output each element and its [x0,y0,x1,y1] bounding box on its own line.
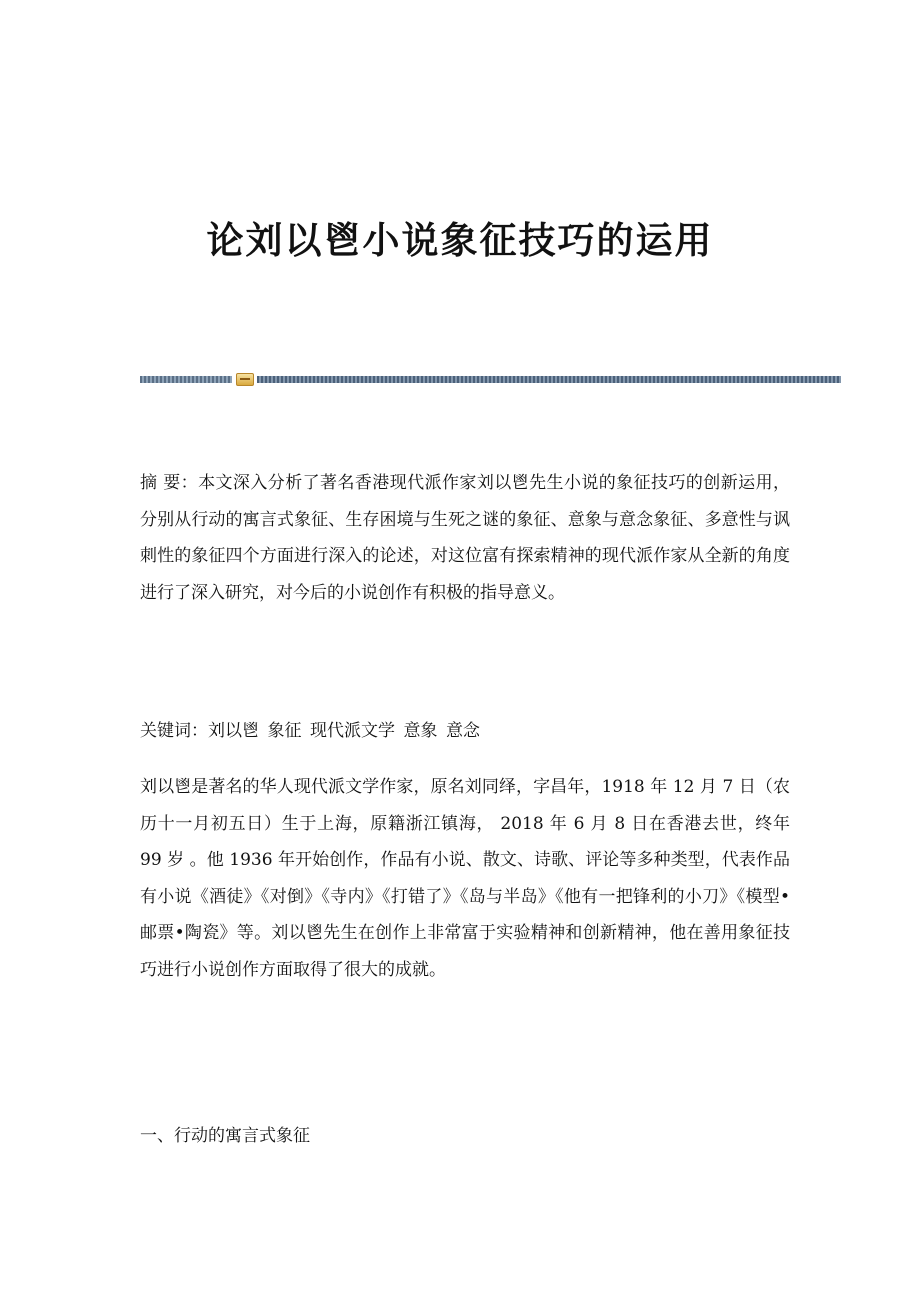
divider-bar-right [257,376,841,383]
title-divider [140,372,841,386]
keyword: 意念 [446,721,480,741]
keyword: 意象 [403,721,438,741]
keywords-line [140,713,790,750]
document-title: 论刘以鬯小说象征技巧的运用 [206,218,714,262]
section-heading: 一、行动的寓言式象征 [140,1126,310,1146]
divider-ornament-icon [236,373,254,386]
keyword: 刘以鬯 [208,721,259,741]
body-paragraph: 刘以鬯是著名的华人现代派文学作家，原名刘同绎，字昌年，1918 年 12 月 7 日（农历十一月初五日）生于上海，原籍浙江镇海， 2018 年 6 月 8 日在香港去世，终年 99 岁 。他 1936 年开始创作，作品有小说、散文、诗歌、评论等多种类型，代表作品有小说《酒徒》《对倒》《寺内》《打错了》《岛与半岛》《他有一把锋利的小刀》《模型•邮票•陶瓷》等。刘以鬯先生在创作上非常富于实验精神和创新精神，他在善用象征技巧进行小说创作方面取得了很大的成就。 [140,777,790,980]
divider-bar-left [140,376,232,383]
keywords-label: 关键词： [140,721,208,741]
keyword: 现代派文学 [310,721,395,741]
abstract-paragraph: 摘 要：本文深入分析了著名香港现代派作家刘以鬯先生小说的象征技巧的创新运用，分别从行动的寓言式象征、生存困境与生死之谜的象征、意象与意念象征、多意性与讽刺性的象征四个方面进行深入的论述，对这位富有探索精神的现代派作家从全新的角度进行了深入研究，对今后的小说创作有积极的指导意义。 [140,473,790,603]
keyword: 象征 [267,721,302,741]
